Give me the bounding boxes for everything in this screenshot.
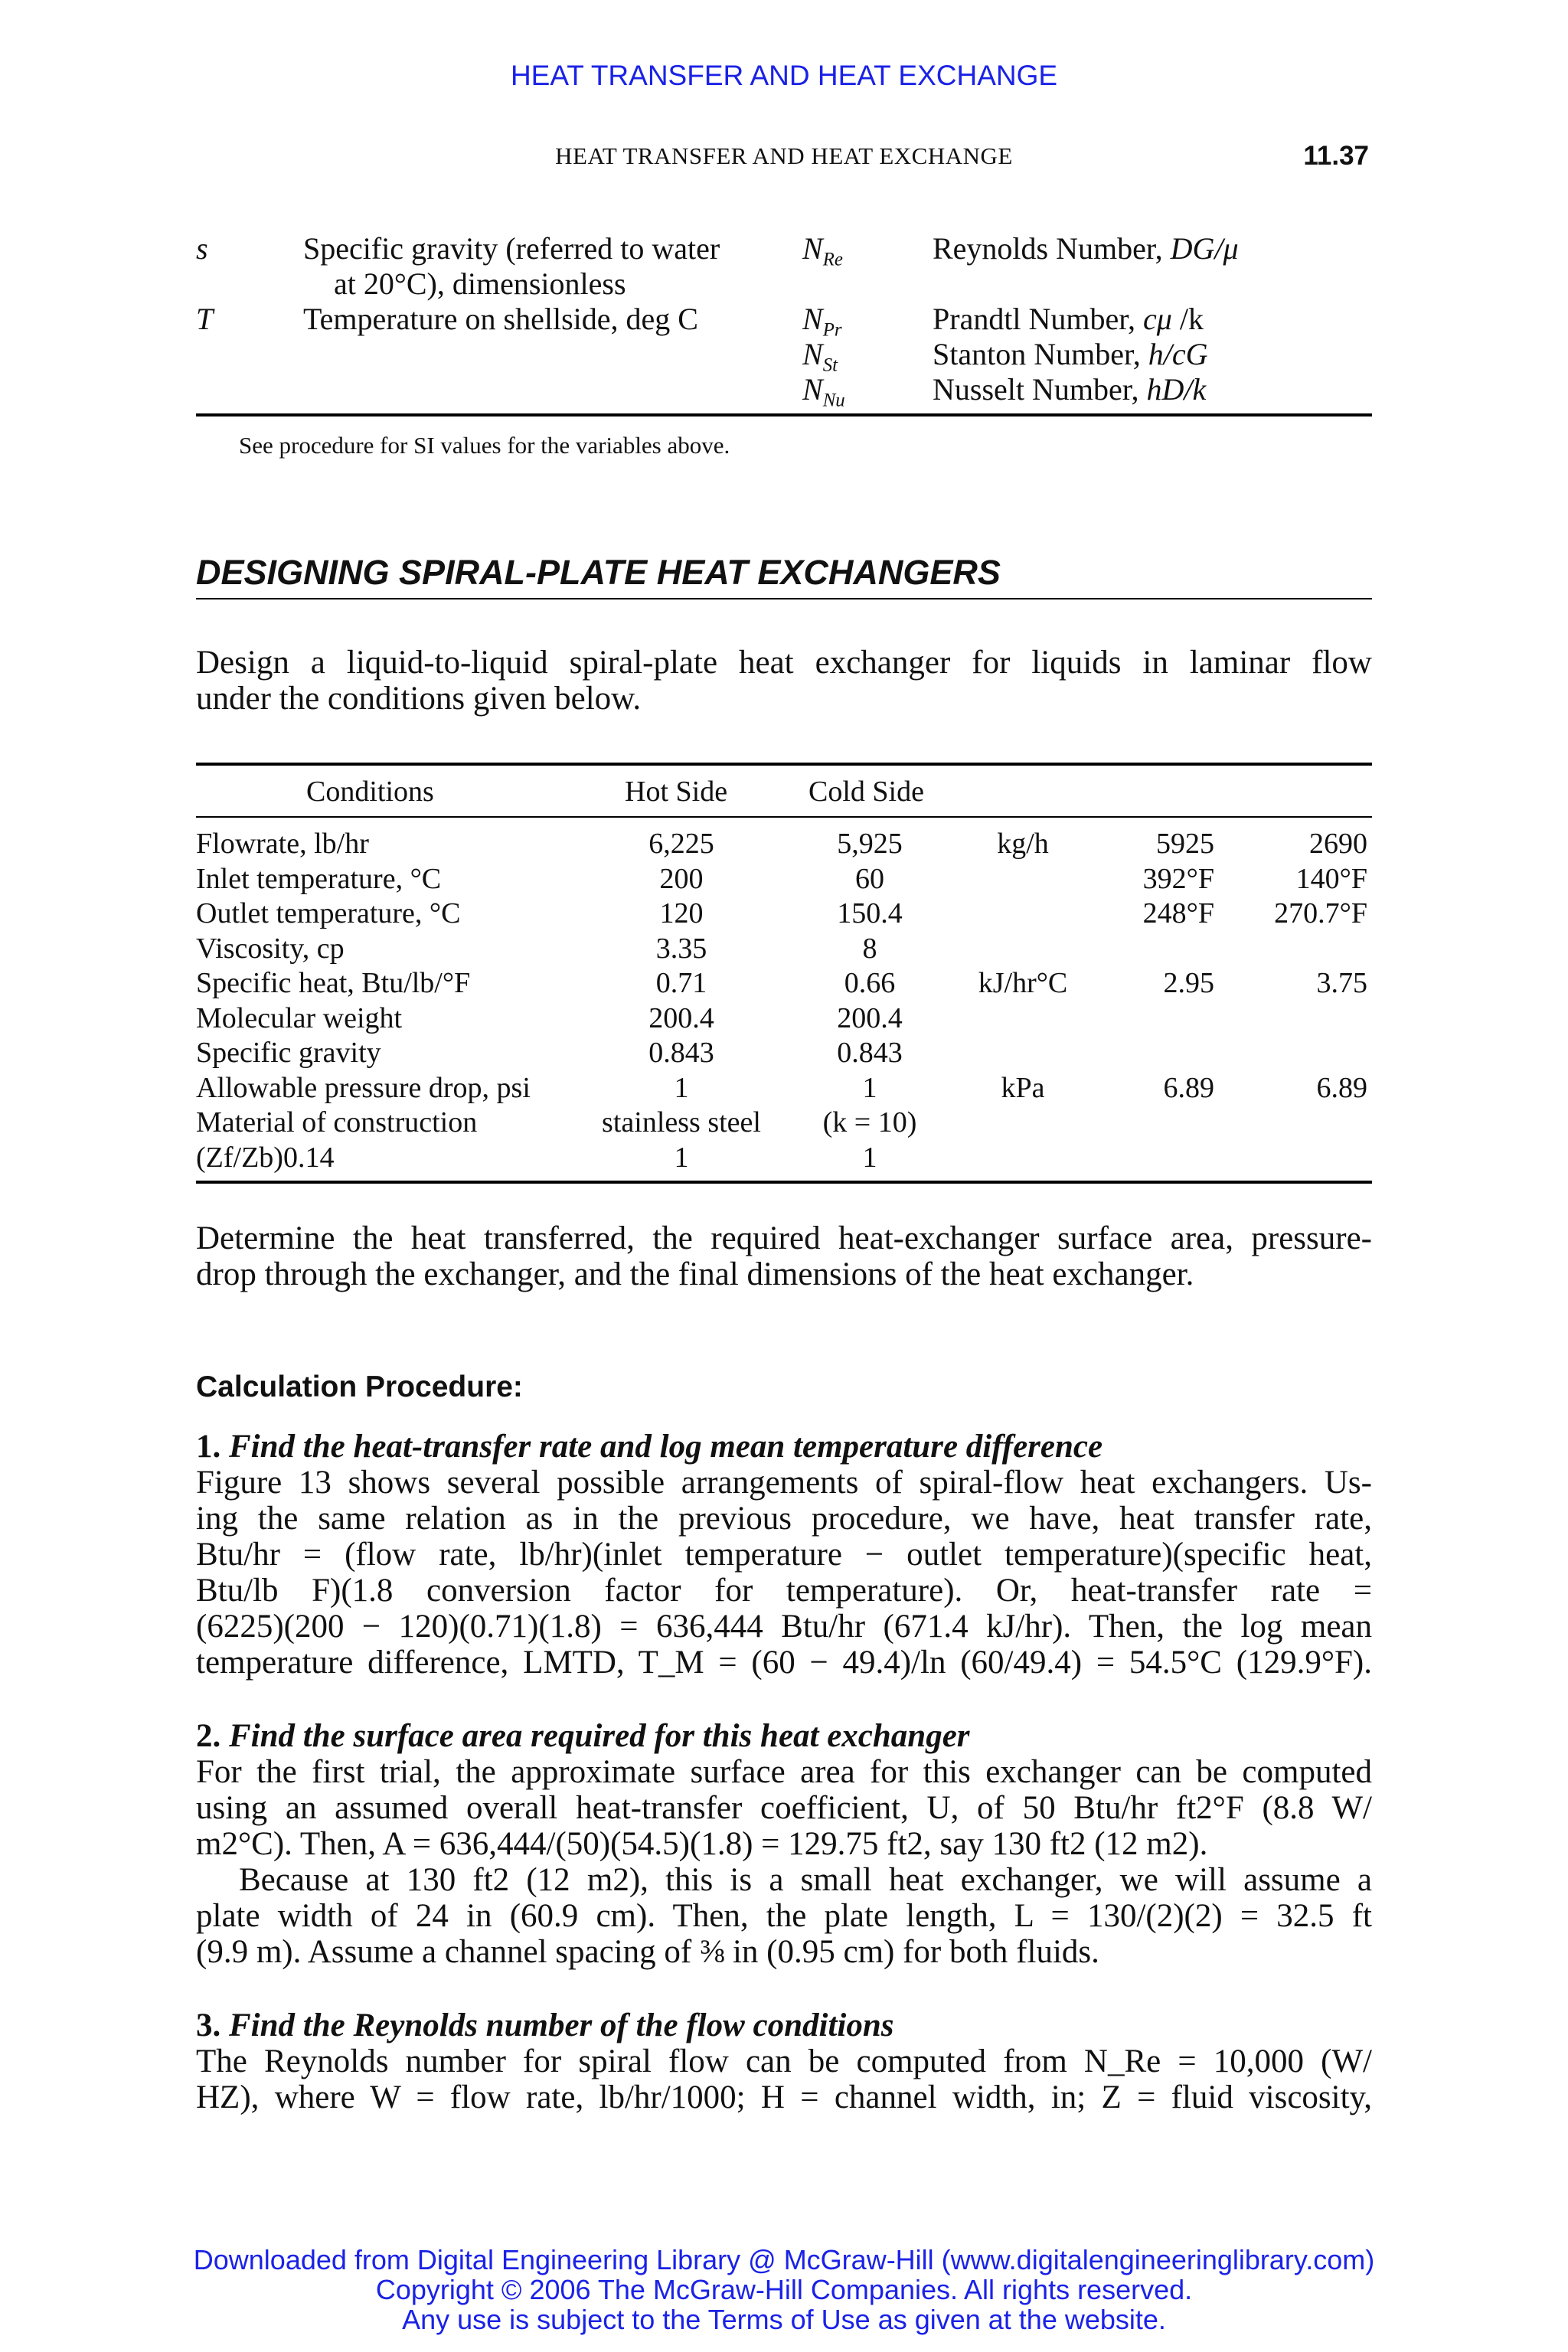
table-cell-hot: 0.71 xyxy=(655,967,707,999)
table-bottom-rule xyxy=(196,1181,1372,1184)
step-2-line: For the first trial, the approximate surface area for this exchanger can be computed xyxy=(196,1754,1372,1790)
table-cell-si-cold: 6.89 xyxy=(1316,1071,1367,1104)
step-2-line: Because at 130 ft2 (12 m2), this is a small heat exchanger, we will assume a xyxy=(239,1862,1372,1898)
section-heading: DESIGNING SPIRAL-PLATE HEAT EXCHANGERS xyxy=(196,553,1001,592)
table-cell-label: Specific gravity xyxy=(196,1037,381,1069)
step-2-line: using an assumed overall heat-transfer coefficient, U, of 50 Btu/hr ft2°F (8.8 W/ xyxy=(196,1790,1372,1826)
table-cell-si-hot: 2.95 xyxy=(1163,967,1214,999)
step-2-line: m2°C). Then, A = 636,444/(50)(54.5)(1.8) = 129.75 ft2, say 130 ft2 (12 m2). xyxy=(196,1826,1208,1862)
table-cell-hot: 200 xyxy=(659,862,704,895)
symbol-nst-definition: Stanton Number, h/cG xyxy=(933,337,1208,371)
top-banner: HEAT TRANSFER AND HEAT EXCHANGE xyxy=(510,60,1058,91)
table-cell-hot: 3.35 xyxy=(655,932,707,965)
table-cell-si-cold: 3.75 xyxy=(1316,967,1367,999)
table-cell-cold: 1 xyxy=(862,1141,877,1174)
table-header-hot-side: Hot Side xyxy=(625,776,728,808)
table-cell-cold: (k = 10) xyxy=(822,1106,917,1138)
table-cell-si-hot: 6.89 xyxy=(1163,1071,1214,1104)
intro-line: Design a liquid-to-liquid spiral-plate heat exchanger for liquids in laminar flow xyxy=(196,645,1372,681)
table-cell-label: Molecular weight xyxy=(196,1001,403,1034)
table-cell-label: Specific heat, Btu/lb/°F xyxy=(196,967,471,999)
table-cell-hot: 120 xyxy=(659,897,704,929)
symbol-s: s xyxy=(196,231,208,266)
symbol-nnu: $N_{Nu}$ xyxy=(802,372,845,411)
table-header-conditions: Conditions xyxy=(306,776,434,808)
symbol-nnu-definition: Nusselt Number, hD/k xyxy=(933,372,1207,407)
step-3-title: 3. Find the Reynolds number of the flow conditions xyxy=(196,2007,894,2043)
table-cell-cold: 0.843 xyxy=(837,1037,903,1069)
determine-line: Determine the heat transferred, the required heat-exchanger surface area, pressure- xyxy=(196,1220,1372,1256)
table-cell-hot: stainless steel xyxy=(602,1106,761,1138)
table-cell-si-unit: kJ/hr°C xyxy=(978,967,1068,999)
determine-line: drop through the exchanger, and the final dimensions of the heat exchanger. xyxy=(196,1256,1194,1292)
table-cell-si-unit: kg/h xyxy=(997,828,1049,860)
procedure-heading: Calculation Procedure: xyxy=(196,1370,523,1403)
running-head: HEAT TRANSFER AND HEAT EXCHANGE xyxy=(555,142,1013,169)
table-cell-si-cold: 140°F xyxy=(1295,862,1367,895)
symbol-npr-definition: Prandtl Number, cμ /k xyxy=(933,302,1204,336)
symbol-s-definition: Specific gravity (referred to water xyxy=(303,231,720,266)
symbol-nre-definition: Reynolds Number, DG/μ xyxy=(933,231,1239,266)
footer-notice xyxy=(0,2245,1568,2334)
table-cell-label: Viscosity, cp xyxy=(196,932,345,965)
table-cell-hot: 6,225 xyxy=(648,828,714,860)
step-3 xyxy=(196,2007,1372,2115)
step-3-line: The Reynolds number for spiral flow can be computed from N_Re = 10,000 (W/ xyxy=(196,2043,1372,2079)
table-cell-si-hot: 392°F xyxy=(1142,862,1214,895)
step-1 xyxy=(196,1429,1372,1681)
determine-paragraph xyxy=(196,1220,1372,1292)
step-2 xyxy=(196,1718,1372,1970)
symbol-npr: $N_{Pr}$ xyxy=(802,302,842,341)
table-cell-label: (Zf/Zb)0.14 xyxy=(196,1141,335,1174)
table-cell-hot: 1 xyxy=(674,1141,689,1174)
step-2-line: (9.9 m). Assume a channel spacing of ⅜ in (0.95 cm) for both fluids. xyxy=(196,1934,1099,1970)
symbol-nre: $N_{Re}$ xyxy=(802,231,843,270)
step-3-line: HZ), where W = flow rate, lb/hr/1000; H = channel width, in; Z = fluid viscosity, xyxy=(196,2079,1372,2115)
table-cell-label: Material of construction xyxy=(196,1106,478,1138)
symbol-nst: $N_{St}$ xyxy=(802,337,838,376)
table-cell-cold: 200.4 xyxy=(837,1001,903,1034)
symbol-note: See procedure for SI values for the variables above. xyxy=(239,432,730,459)
table-cell-hot: 0.843 xyxy=(648,1037,714,1069)
intro-paragraph xyxy=(196,645,1372,717)
table-cell-cold: 150.4 xyxy=(837,897,903,929)
symbol-t-definition: Temperature on shellside, deg C xyxy=(303,302,698,336)
section-heading-rule xyxy=(196,598,1372,599)
footer-terms: Any use is subject to the Terms of Use as given at the website. xyxy=(402,2304,1166,2335)
table-top-rule xyxy=(196,763,1372,766)
table-cell-si-cold: 2690 xyxy=(1309,828,1367,860)
table-cell-si-hot: 5925 xyxy=(1156,828,1214,860)
table-cell-si-hot: 248°F xyxy=(1142,897,1214,929)
footer-download-link[interactable]: Downloaded from Digital Engineering Library @ McGraw-Hill (www.digitalengineeringlibrary.com) xyxy=(193,2244,1375,2275)
step-1-line: Figure 13 shows several possible arrangements of spiral-flow heat exchangers. Us- xyxy=(196,1465,1372,1501)
table-cell-cold: 1 xyxy=(862,1071,877,1104)
table-cell-cold: 0.66 xyxy=(844,967,896,999)
symbol-s-definition-cont: at 20°C), dimensionless xyxy=(334,266,626,301)
table-cell-label: Outlet temperature, °C xyxy=(196,897,461,929)
step-1-line: Btu/hr = (flow rate, lb/hr)(inlet temperature − outlet temperature)(specific heat, xyxy=(196,1537,1372,1573)
step-1-line: Btu/lb F)(1.8 conversion factor for temperature). Or, heat-transfer rate = xyxy=(196,1573,1372,1609)
table-cell-si-cold: 270.7°F xyxy=(1274,897,1367,929)
table-cell-hot: 1 xyxy=(674,1071,689,1104)
step-1-line: (6225)(200 − 120)(0.71)(1.8) = 636,444 Btu/hr (671.4 kJ/hr). Then, the log mean xyxy=(196,1609,1372,1645)
table-cell-label: Flowrate, lb/hr xyxy=(196,828,369,860)
table-cell-label: Allowable pressure drop, psi xyxy=(196,1071,531,1104)
step-2-line: plate width of 24 in (60.9 cm). Then, the plate length, L = 130/(2)(2) = 32.5 ft xyxy=(196,1898,1372,1934)
table-cell-hot: 200.4 xyxy=(648,1001,714,1034)
table-cell-cold: 5,925 xyxy=(837,828,903,860)
table-header-rule xyxy=(196,816,1372,818)
table-cell-cold: 8 xyxy=(862,932,877,965)
step-1-title: 1. Find the heat-transfer rate and log mean temperature difference xyxy=(196,1429,1103,1465)
table-cell-label: Inlet temperature, °C xyxy=(196,862,442,895)
symbol-list-rule xyxy=(196,413,1372,416)
step-1-line: temperature difference, LMTD, T_M = (60 − 49.4)/ln (60/49.4) = 54.5°C (129.9°F). xyxy=(196,1645,1372,1681)
step-1-line: ing the same relation as in the previous procedure, we have, heat transfer rate, xyxy=(196,1501,1372,1537)
table-cell-cold: 60 xyxy=(855,862,884,895)
intro-line: under the conditions given below. xyxy=(196,681,642,717)
step-2-title: 2. Find the surface area required for this heat exchanger xyxy=(196,1718,970,1754)
table-header-cold-side: Cold Side xyxy=(808,776,924,808)
table-cell-si-unit: kPa xyxy=(1001,1071,1045,1104)
page-number: 11.37 xyxy=(1303,141,1369,171)
symbol-t: T xyxy=(196,302,214,336)
footer-copyright: Copyright © 2006 The McGraw-Hill Companies. All rights reserved. xyxy=(375,2274,1193,2305)
